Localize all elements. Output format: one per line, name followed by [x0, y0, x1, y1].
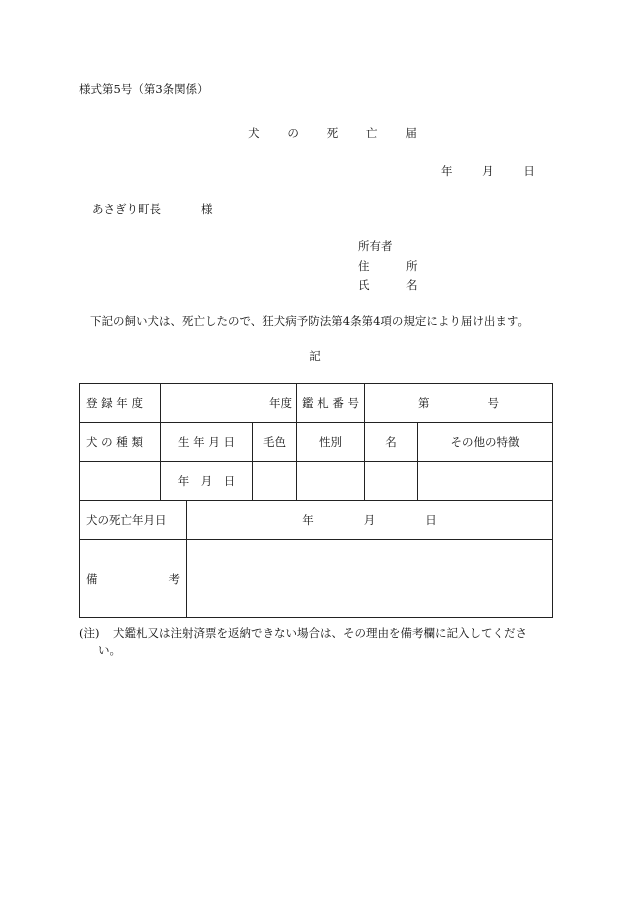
death-date-year: 年 — [302, 513, 314, 527]
remarks-label — [80, 540, 187, 618]
remarks-value[interactable] — [187, 540, 553, 618]
tag-number-value[interactable] — [365, 384, 553, 423]
table-row — [80, 540, 553, 618]
breed-label: 犬 の 種 類 — [80, 423, 161, 462]
date-day-label: 日 — [523, 164, 535, 178]
coat-color-value[interactable] — [253, 462, 297, 501]
death-date-month: 月 — [363, 513, 376, 527]
owner-address-label-2: 所 — [406, 258, 418, 273]
date-month-label: 月 — [482, 164, 494, 178]
sex-value[interactable] — [297, 462, 365, 501]
owner-label: 所有者 — [358, 239, 393, 253]
death-date-value[interactable] — [187, 501, 553, 540]
addressee — [92, 201, 213, 217]
owner-block — [358, 237, 418, 296]
ki-heading: 記 — [309, 349, 321, 363]
footnote-text-line1: 犬鑑札又は注射済票を返納できない場合は、その理由を備考欄に記入してくださ — [113, 626, 527, 640]
registration-year-label: 登 録 年 度 — [80, 384, 161, 423]
birth-date-label: 生 年 月 日 — [161, 423, 253, 462]
table-row — [80, 384, 553, 423]
tag-number-prefix: 第 — [418, 396, 430, 410]
footnote — [79, 625, 559, 659]
death-report-table — [79, 383, 553, 618]
statement-text: 下記の飼い犬は、死亡したので、狂犬病予防法第4条第4項の規定により届け出ます。 — [90, 314, 529, 328]
owner-name-label-1: 氏 — [358, 278, 370, 292]
table-row — [80, 423, 553, 462]
dog-name-label: 名 — [365, 423, 418, 462]
other-features-label: その他の特徴 — [418, 423, 553, 462]
footnote-text-line2: い。 — [98, 643, 121, 657]
form-number: 様式第5号（第3条関係） — [79, 82, 209, 96]
remarks-label-1: 備 — [86, 571, 98, 586]
document-title — [0, 125, 630, 141]
dog-name-value[interactable] — [365, 462, 418, 501]
addressee-name: あさぎり町長 — [92, 202, 161, 216]
registration-year-value[interactable] — [161, 384, 297, 423]
owner-name-label-2: 名 — [406, 278, 418, 292]
owner-address-label-1: 住 — [358, 258, 370, 273]
date-year-label: 年 — [441, 164, 453, 178]
tag-number-suffix: 号 — [487, 396, 500, 410]
tag-number-label: 鑑 札 番 号 — [297, 384, 365, 423]
addressee-honorific: 様 — [201, 202, 213, 216]
fiscal-year-suffix: 年度 — [269, 396, 293, 410]
sex-label: 性別 — [297, 423, 365, 462]
footnote-prefix: (注) — [79, 626, 100, 640]
table-row — [80, 501, 553, 540]
breed-value[interactable] — [80, 462, 161, 501]
death-date-label: 犬の死亡年月日 — [80, 501, 187, 540]
remarks-label-2: 考 — [168, 571, 180, 586]
death-date-day: 日 — [425, 513, 437, 527]
coat-color-label: 毛色 — [253, 423, 297, 462]
table-row — [80, 462, 553, 501]
document-title-text: 犬 の 死 亡 届 — [248, 126, 429, 140]
birth-date-value[interactable]: 年 月 日 — [161, 462, 253, 501]
submission-date — [441, 163, 535, 179]
other-features-value[interactable] — [418, 462, 553, 501]
